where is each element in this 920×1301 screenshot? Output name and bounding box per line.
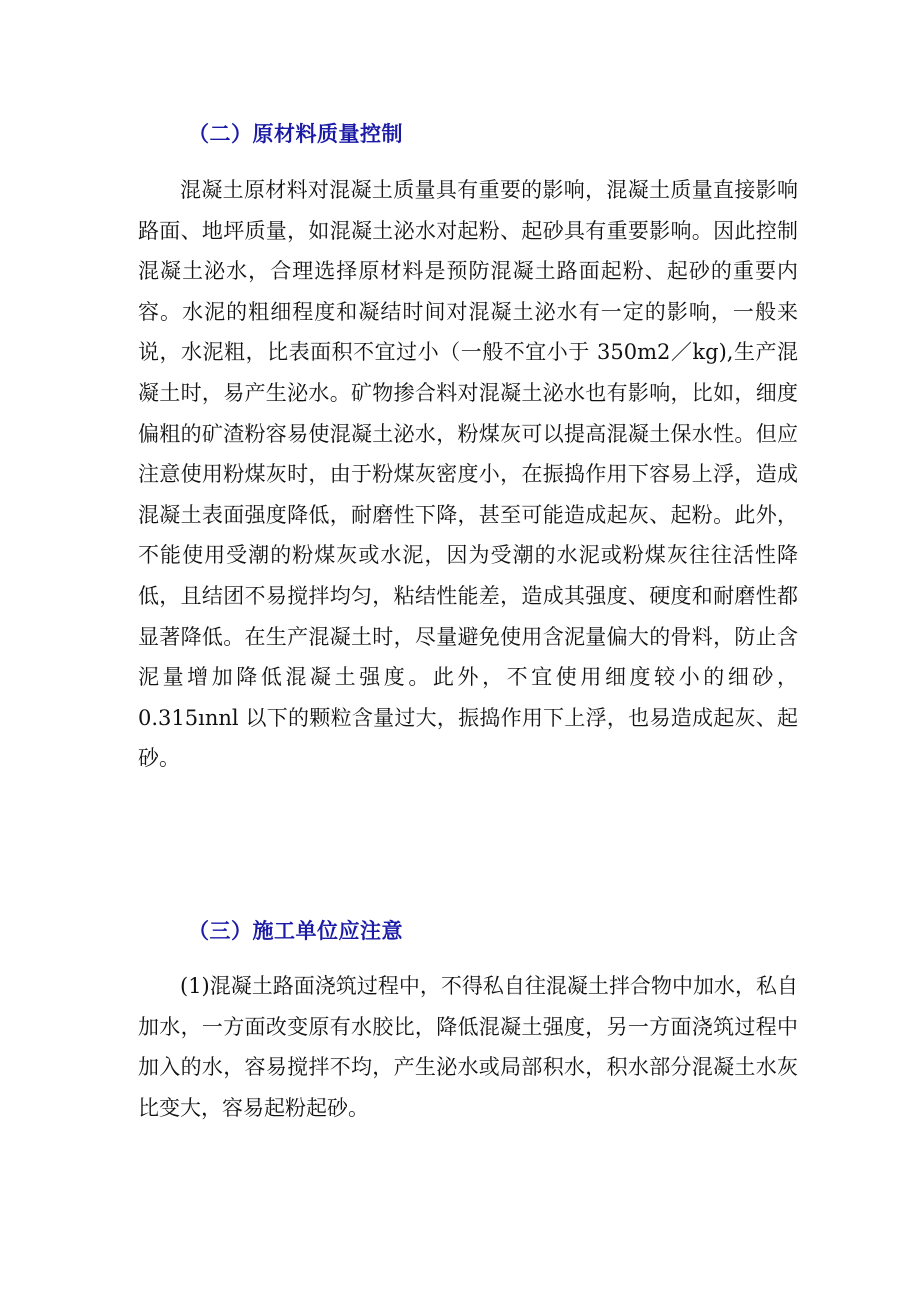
section-2-heading: （二）原材料质量控制	[188, 121, 403, 146]
section-3-paragraph: (1)混凝土路面浇筑过程中，不得私自往混凝土拌合物中加水，私自加水，一方面改变原有水胶比，降低混凝土强度，另一方面浇筑过程中加入的水，容易搅拌不均，产生泌水或局部积水，积水部分混凝土水灰比变大，容易起粉起砂。	[138, 974, 798, 1120]
section-3-heading: （三）施工单位应注意	[188, 918, 403, 943]
section-2-paragraph: 混凝土原材料对混凝土质量具有重要的影响，混凝土质量直接影响路面、地坪质量，如混凝土泌水对起粉、起砂具有重要影响。因此控制混凝土泌水，合理选择原材料是预防混凝土路面起粉、起砂的重要内容。水泥的粗细程度和凝结时间对混凝土泌水有一定的影响，一般来说，水泥粗，比表面积不宜过小（一般不宜小于 350m2／kg),生产混凝土时，易产生泌水。矿物掺合料对混凝土泌水也有影响，比如，细度偏粗的矿渣粉容易使混凝土泌水，粉煤灰可以提高混凝土保水性。但应注意使用粉煤灰时，由于粉煤灰密度小，在振捣作用下容易上浮，造成混凝土表面强度降低，耐磨性下降，甚至可能造成起灰、起粉。此外，不能使用受潮的粉煤灰或水泥，因为受潮的水泥或粉煤灰往往活性降低，且结团不易搅拌均匀，粘结性能差，造成其强度、硬度和耐磨性都显著降低。在生产混凝土时，尽量避免使用含泥量偏大的骨料，防止含泥量增加降低混凝土强度。此外，不宜使用细度较小的细砂，0.315ınnl 以下的颗粒含量过大，振捣作用下上浮，也易造成起灰、起砂。	[138, 178, 798, 771]
